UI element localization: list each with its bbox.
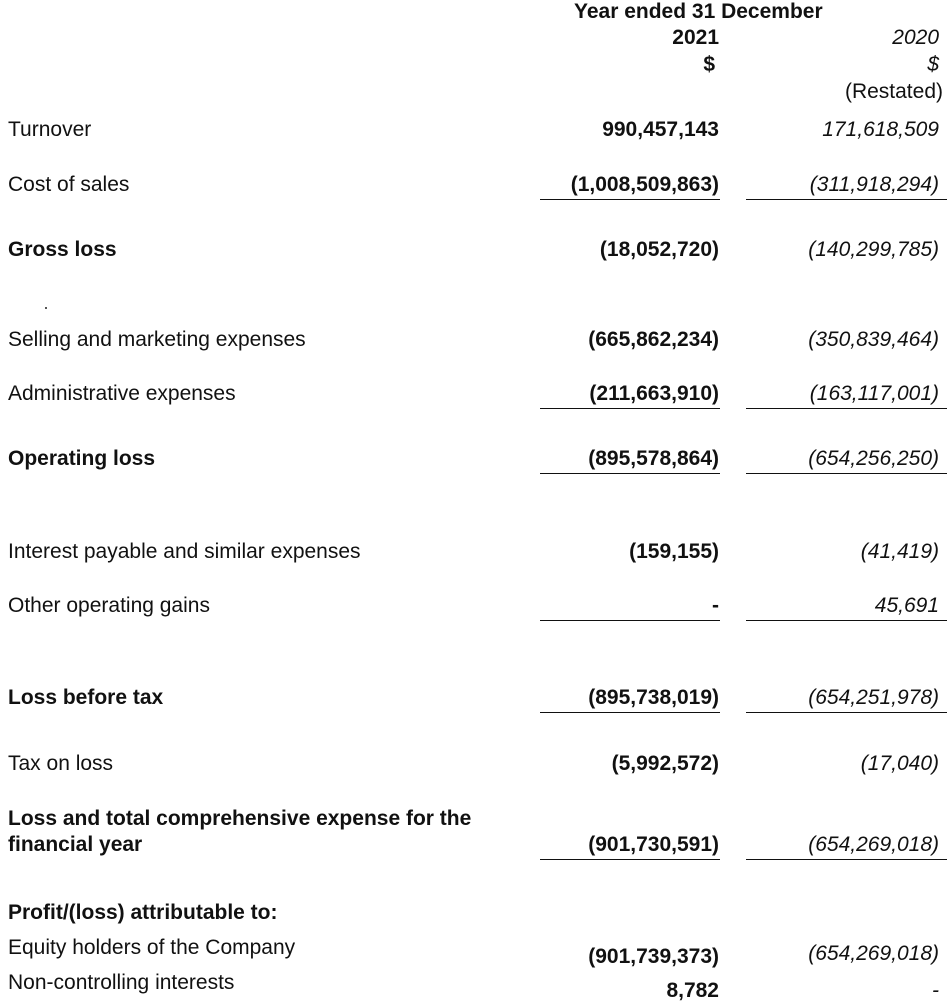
value-2020-interest-payable: (41,419)	[860, 540, 939, 563]
row-label-cost-of-sales: Cost of sales	[8, 173, 130, 196]
value-2020-tax-on-loss: (17,040)	[860, 752, 939, 775]
value-2021-other-gains: -	[712, 594, 719, 617]
value-2021-cost-of-sales: (1,008,509,863)	[570, 173, 719, 196]
value-2020-non-controlling: -	[932, 979, 939, 1002]
row-label-interest-payable: Interest payable and similar expenses	[8, 540, 361, 563]
value-2020-total-comprehensive: (654,269,018)	[808, 833, 939, 856]
value-2021-selling-marketing: (665,862,234)	[588, 328, 719, 351]
value-2021-loss-before-tax: (895,738,019)	[588, 686, 719, 709]
subtotal-rule-2021	[540, 199, 720, 200]
row-label-total-comprehensive-line2: financial year	[8, 833, 143, 856]
row-label-tax-on-loss: Tax on loss	[8, 752, 114, 775]
value-2021-administrative: (211,663,910)	[589, 382, 719, 405]
value-2021-equity-holders: (901,739,373)	[588, 945, 719, 968]
year-2020-heading: 2020	[892, 26, 939, 49]
value-2020-gross-loss: (140,299,785)	[808, 238, 939, 261]
value-2021-non-controlling: 8,782	[666, 979, 719, 1002]
value-2021-turnover: 990,457,143	[602, 118, 719, 141]
subtotal-rule-2021	[540, 408, 720, 409]
period-heading: Year ended 31 December	[574, 0, 823, 23]
value-2020-cost-of-sales: (311,918,294)	[809, 173, 939, 196]
subtotal-rule-2021	[540, 620, 720, 621]
total-rule-2020	[746, 473, 947, 474]
row-label-other-gains: Other operating gains	[8, 594, 210, 617]
currency-2021: $	[703, 53, 715, 76]
subtotal-rule-2020	[746, 199, 947, 200]
row-label-loss-before-tax: Loss before tax	[8, 686, 164, 709]
value-2021-tax-on-loss: (5,992,572)	[611, 752, 719, 775]
year-2021-heading: 2021	[672, 26, 719, 49]
total-rule-2021	[540, 712, 720, 713]
value-2020-selling-marketing: (350,839,464)	[808, 328, 939, 351]
value-2020-equity-holders: (654,269,018)	[808, 942, 939, 965]
currency-2020: $	[927, 53, 939, 76]
subtotal-rule-2020	[746, 408, 947, 409]
value-2021-interest-payable: (159,155)	[629, 540, 719, 563]
value-2020-operating-loss: (654,256,250)	[808, 447, 939, 470]
row-label-non-controlling: Non-controlling interests	[8, 971, 235, 994]
value-2020-administrative: (163,117,001)	[809, 382, 939, 405]
attributable-heading: Profit/(loss) attributable to:	[8, 901, 278, 924]
value-2021-operating-loss: (895,578,864)	[588, 447, 719, 470]
value-2020-other-gains: 45,691	[874, 594, 939, 617]
row-label-turnover: Turnover	[8, 118, 92, 141]
row-label-administrative: Administrative expenses	[8, 382, 236, 405]
restated-note: (Restated)	[844, 80, 943, 103]
row-label-total-comprehensive-line1: Loss and total comprehensive expense for the	[8, 807, 472, 830]
value-2020-loss-before-tax: (654,251,978)	[808, 686, 939, 709]
value-2020-turnover: 171,618,509	[822, 118, 939, 141]
scan-speck	[45, 307, 47, 309]
total-rule-2020	[746, 712, 947, 713]
total-rule-2020	[746, 859, 947, 860]
subtotal-rule-2020	[746, 620, 947, 621]
value-2021-total-comprehensive: (901,730,591)	[588, 833, 719, 856]
row-label-operating-loss: Operating loss	[8, 447, 156, 470]
total-rule-2021	[540, 473, 720, 474]
row-label-gross-loss: Gross loss	[8, 238, 117, 261]
total-rule-2021	[540, 859, 720, 860]
row-label-selling-marketing: Selling and marketing expenses	[8, 328, 306, 351]
row-label-equity-holders: Equity holders of the Company	[8, 936, 296, 959]
value-2021-gross-loss: (18,052,720)	[599, 238, 719, 261]
